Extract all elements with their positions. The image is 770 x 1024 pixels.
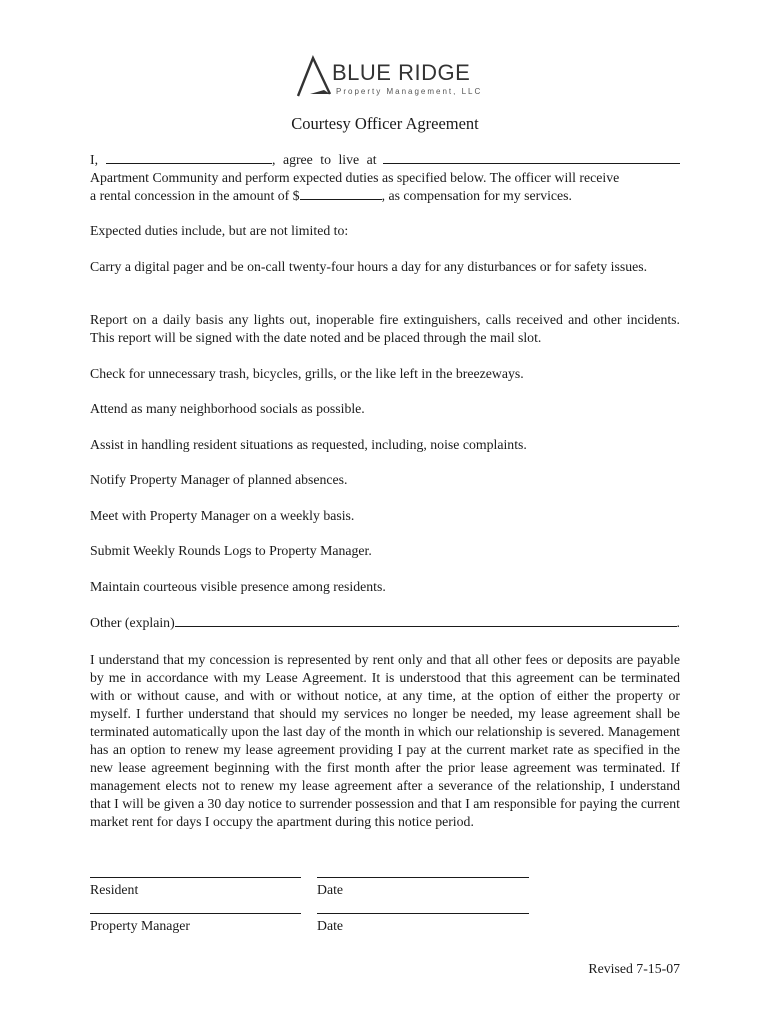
resident-signature-line[interactable] <box>90 877 301 878</box>
date-label: Date <box>317 918 344 933</box>
mountain-logo-icon <box>296 54 332 98</box>
intro-line2: Apartment Community and perform expected duties as specified below. The officer will receive <box>90 170 620 185</box>
date-label: Date <box>317 882 344 897</box>
other-line <box>90 614 680 632</box>
duty-item: Report on a daily basis any lights out, inoperable fire extinguishers, calls received and other incidents. This report will be signed with the date noted and be placed through the mail slot. <box>90 312 680 345</box>
manager-label: Property Manager <box>90 918 190 933</box>
revision-note: Revised 7-15-07 <box>588 961 680 976</box>
intro-agree: , agree to live at <box>272 152 377 167</box>
understanding-paragraph: I understand that my concession is represented by rent only and that all other fees or deposits are payable by me in accordance with my Lease Agreement. It is understood that this agreement can be terminated with or without cause, and with or without notice, at any time, at the option of either the property or myself. I further understand that should my services no longer be needed, my lease agreement shall be terminated automatically upon the last day of the month in which our relationship is severed. Management has an option to renew my lease agreement providing I pay at the current market rate as specified in the new lease agreement beginning with the first month after the prior lease agreement was terminated. If management elects not to renew my lease agreement after a severance of the relationship, I understand that I will be given a 30 day notice to surrender possession and that I am responsible for paying the current market rent for days I occupy the apartment during this notice period. <box>90 652 680 829</box>
intro-concession: a rental concession in the amount of $ <box>90 188 300 203</box>
duty-item: Attend as many neighborhood socials as possible. <box>90 401 365 416</box>
other-label: Other (explain) <box>90 615 175 630</box>
other-explain-field[interactable] <box>175 614 677 627</box>
duty-item: Carry a digital pager and be on-call twenty-four hours a day for any disturbances or for safety issues. <box>90 259 648 274</box>
intro-paragraph <box>90 151 680 205</box>
duty-item: Check for unnecessary trash, bicycles, grills, or the like left in the breezeways. <box>90 366 524 381</box>
logo-subtitle: Property Management, LLC <box>336 87 483 96</box>
duty-item: Submit Weekly Rounds Logs to Property Manager. <box>90 543 372 558</box>
manager-signature-line[interactable] <box>90 913 301 914</box>
resident-label: Resident <box>90 882 139 897</box>
duty-item: Notify Property Manager of planned absences. <box>90 472 348 487</box>
resident-date-line[interactable] <box>317 877 529 878</box>
other-end: . <box>676 615 680 630</box>
address-field[interactable] <box>383 151 680 164</box>
intro-compensation: , as compensation for my services. <box>381 188 572 203</box>
name-field[interactable] <box>106 151 272 164</box>
manager-date-line[interactable] <box>317 913 529 914</box>
page-title: Courtesy Officer Agreement <box>291 114 479 133</box>
logo-name: BLUE RIDGE <box>332 60 471 85</box>
intro-i: I, <box>90 152 99 167</box>
duty-item: Assist in handling resident situations as requested, including, noise complaints. <box>90 437 527 452</box>
duty-item: Meet with Property Manager on a weekly basis. <box>90 508 355 523</box>
company-logo <box>296 54 483 100</box>
concession-amount-field[interactable] <box>300 187 382 200</box>
duties-intro: Expected duties include, but are not limited to: <box>90 223 349 238</box>
duty-item: Maintain courteous visible presence among residents. <box>90 579 386 594</box>
